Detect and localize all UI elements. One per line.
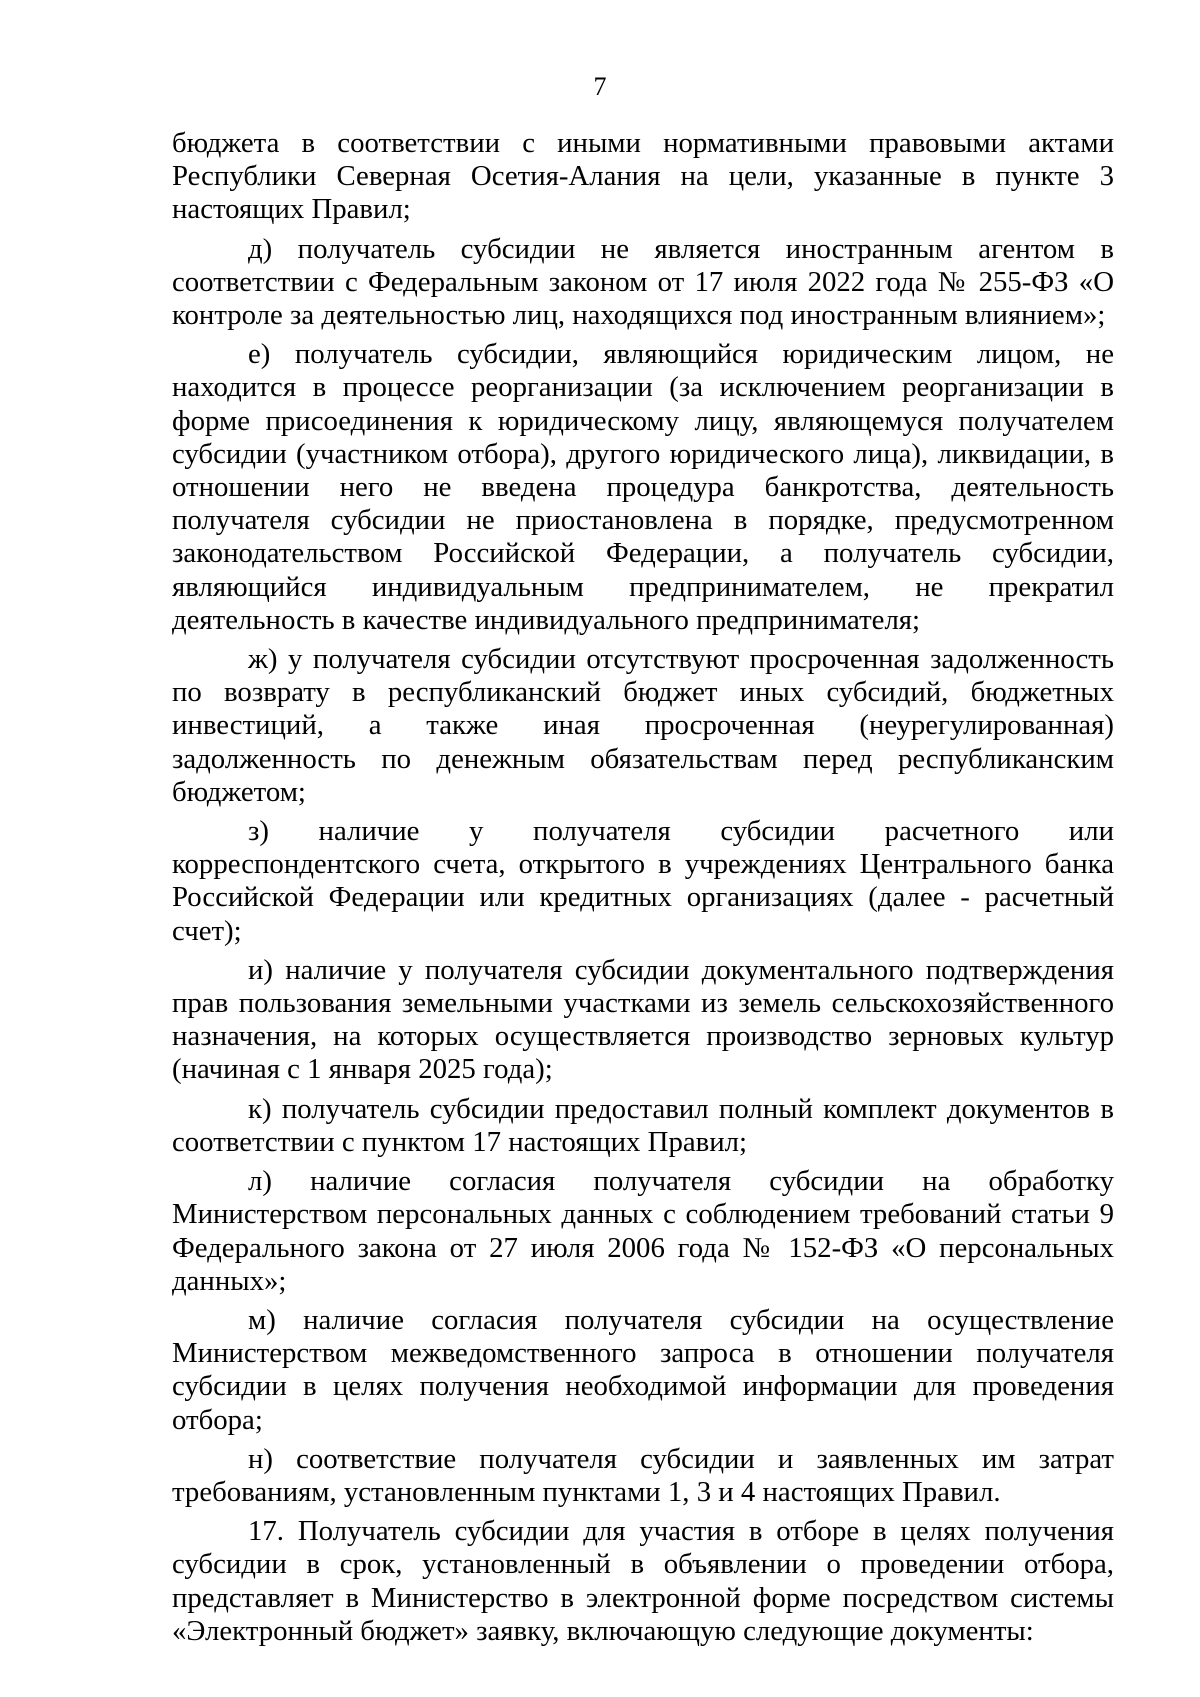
paragraph-item-z: з) наличие у получателя субсидии расчетного или корреспондентского счета, открытого в учреждениях Центрального банка Российской Федерации или кредитных организациях (далее - расчетный счет); xyxy=(172,815,1114,947)
paragraph-item-n: н) соответствие получателя субсидии и заявленных им затрат требованиям, установленным пунктами 1, 3 и 4 настоящих Правил. xyxy=(172,1442,1114,1508)
paragraph-item-k: к) получатель субсидии предоставил полный комплект документов в соответствии с пунктом 17 настоящих Правил; xyxy=(172,1092,1114,1158)
paragraph-continuation: бюджета в соответствии с иными нормативными правовыми актами Республики Северная Осетия-Алания на цели, указанные в пункте 3 настоящих Правил; xyxy=(172,127,1114,226)
paragraph-item-i: и) наличие у получателя субсидии документального подтверждения прав пользования земельными участками из земель сельскохозяйственного назначения, на которых осуществляется производство зерновых культур (начиная с 1 января 2025 года); xyxy=(172,953,1114,1086)
paragraph-item-zh: ж) у получателя субсидии отсутствуют просроченная задолженность по возврату в республиканский бюджет иных субсидий, бюджетных инвестиций, а также иная просроченная (неурегулированная) задолженность по денежным обязательствам перед республиканским бюджетом; xyxy=(172,643,1114,808)
page-number: 7 xyxy=(593,72,607,101)
paragraph-item-e: е) получатель субсидии, являющийся юридическим лицом, не находится в процессе реорганизации (за исключением реорганизации в форме присоединения к юридическому лицу, являющемуся получателем субсидии (участником отбора), другого юридического лица), ликвидации, в отношении него не введена процедура банкротства, деятельность получателя субсидии не приостановлена в порядке, предусмотренном законодательством Российской Федерации, а получатель субсидии, являющийся индивидуальным предпринимателем, не прекратил деятельность в качестве индивидуального предпринимателя; xyxy=(172,338,1114,636)
paragraph-section-17: 17. Получатель субсидии для участия в отборе в целях получения субсидии в срок, установленный в объявлении о проведении отбора, представляет в Министерство в электронной форме посредством системы «Электронный бюджет» заявку, включающую следующие документы: xyxy=(172,1515,1114,1647)
paragraph-item-l: л) наличие согласия получателя субсидии на обработку Министерством персональных данных с соблюдением требований статьи 9 Федерального закона от 27 июля 2006 года № 152-ФЗ «О персональных данных»; xyxy=(172,1165,1114,1297)
paragraph-item-m: м) наличие согласия получателя субсидии на осуществление Министерством межведомственного запроса в отношении получателя субсидии в целях получения необходимой информации для проведения отбора; xyxy=(172,1303,1114,1436)
paragraph-item-d: д) получатель субсидии не является иностранным агентом в соответствии с Федеральным законом от 17 июля 2022 года № 255-ФЗ «О контроле за деятельностью лиц, находящихся под иностранным влиянием»; xyxy=(172,232,1114,332)
document-body xyxy=(172,127,1114,1654)
